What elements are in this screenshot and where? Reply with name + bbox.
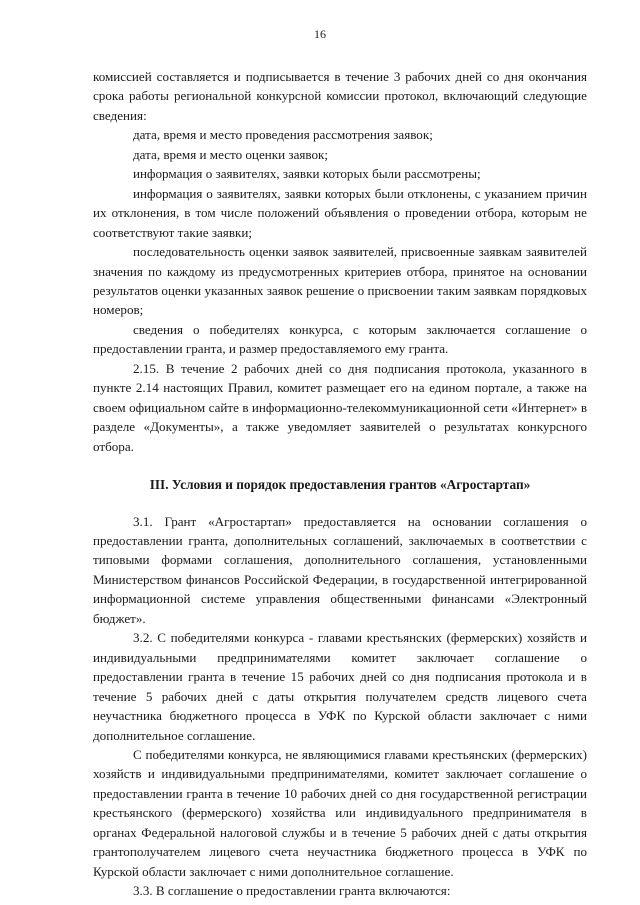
list-item-winners: сведения о победителях конкурса, с которым заключается соглашение о предоставлении гранта, и размер предоставляемого ему гранта. [93, 321, 587, 357]
paragraph-2-15: 2.15. В течение 2 рабочих дней со дня подписания протокола, указанного в пункте 2.14 настоящих Правил, комитет размещает его на едином портале, а также на своем официальном сайте в информационно-телекоммуникационной сети «Интернет» в разделе «Документы», а также уведомляет заявителей о результатах конкурсного отбора. [93, 360, 587, 454]
document-body [93, 67, 587, 901]
section-heading: III. Условия и порядок предоставления грантов «Агростартап» [149, 477, 531, 493]
list-item-review-date: дата, время и место проведения рассмотрения заявок; [133, 127, 433, 143]
list-item-reviewed-applicants: информация о заявителях, заявки которых были рассмотрены; [133, 166, 481, 182]
list-item-evaluation-order: последовательность оценки заявок заявителей, присвоенные заявкам заявителей значения по каждому из предусмотренных критериев отбора, принятое на основании результатов оценки указанных заявок решение о присвоении таким заявкам порядковых номеров; [93, 244, 587, 318]
list-item-rejected-applicants: информация о заявителях, заявки которых были отклонены, с указанием причин их отклонения, в том числе положений объявления о проведении отбора, которым не соответствуют такие заявки; [93, 185, 587, 240]
page-number: 16 [314, 27, 326, 41]
paragraph-3-3: 3.3. В соглашение о предоставлении гранта включаются: [133, 883, 451, 899]
paragraph-3-1: 3.1. Грант «Агростартап» предоставляется на основании соглашения о предоставлении гранта, дополнительных соглашений, заключаемых в соответствии с типовыми формами соглашения, дополнительного соглашения, установленными Министерством финансов Российской Федерации, в государственной интегрированной информационной системе управления общественными финансами «Электронный бюджет». [93, 513, 587, 626]
paragraph-non-entrepreneur-winners: С победителями конкурса, не являющимися главами крестьянских (фермерских) хозяйств и индивидуальными предпринимателями, комитет заключает соглашение о предоставлении гранта в течение 10 рабочих дней со дня государственной регистрации крестьянского (фермерского) хозяйства или индивидуального предпринимателя в органах Федеральной налоговой службы и в течение 5 рабочих дней с даты открытия грантополучателем лицевого счета неучастника бюджетного процесса в УФК по Курской области заключает с ними дополнительное соглашение. [93, 746, 587, 879]
paragraph-protocol-intro: комиссией составляется и подписывается в течение 3 рабочих дней со дня окончания срока работы региональной конкурсной комиссии протокол, включающий следующие сведения: [93, 69, 587, 123]
list-item-evaluation-date: дата, время и место оценки заявок; [133, 146, 329, 162]
paragraph-3-2: 3.2. С победителями конкурса - главами крестьянских (фермерских) хозяйств и индивидуальными предпринимателями комитет заключает соглашение о предоставлении гранта в течение 15 рабочих дней со дня подписания протокола и в течение 5 рабочих дней с даты открытия получателем средств лицевого счета неучастника бюджетного процесса в УФК по Курской области заключает с ними дополнительное соглашение. [93, 630, 587, 743]
